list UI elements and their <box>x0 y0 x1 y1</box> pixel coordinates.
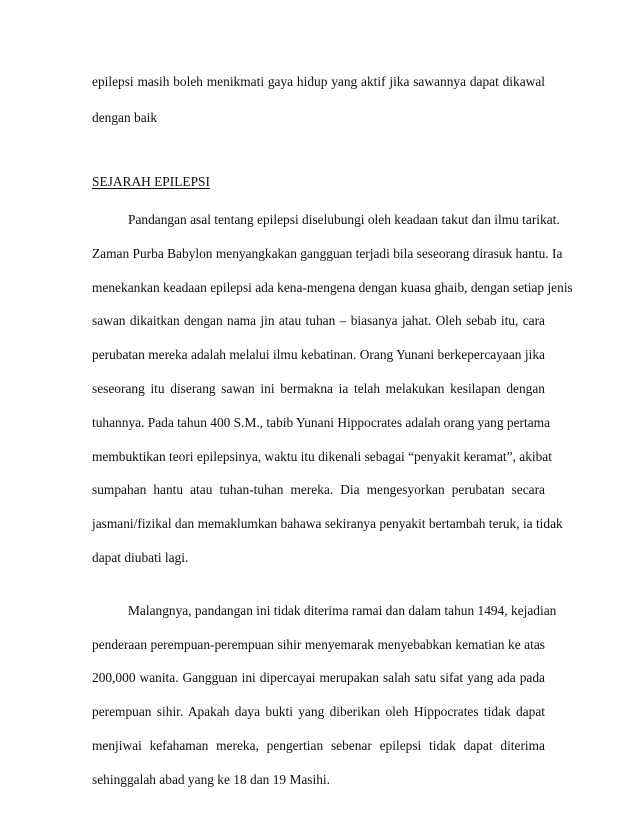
paragraph-line: jasmani/fizikal dan memaklumkan bahawa sekiranya penyakit bertambah teruk, ia tidak <box>92 516 563 531</box>
paragraph-line: seseorang itu diserang sawan ini bermakna ia telah melakukan kesilapan dengan <box>92 381 545 396</box>
paragraph-line: penderaan perempuan-perempuan sihir menyemarak menyebabkan kematian ke atas <box>92 637 545 652</box>
paragraph-line: Pandangan asal tentang epilepsi diselubungi oleh keadaan takut dan ilmu tarikat. <box>128 212 560 227</box>
paragraph-line: sawan dikaitkan dengan nama jin atau tuhan – biasanya jahat. Oleh sebab itu, cara <box>92 313 545 328</box>
paragraph-line: dengan baik <box>92 110 158 125</box>
paragraph-line: membuktikan teori epilepsinya, waktu itu dikenali sebagai “penyakit keramat”, akibat <box>92 449 552 464</box>
section-heading: SEJARAH EPILEPSI <box>92 174 210 189</box>
paragraph-line: perempuan sihir. Apakah daya bukti yang diberikan oleh Hippocrates tidak dapat <box>92 704 545 719</box>
paragraph-line: Malangnya, pandangan ini tidak diterima ramai dan dalam tahun 1494, kejadian <box>128 603 557 618</box>
paragraph-line: dapat diubati lagi. <box>92 550 189 565</box>
paragraph-line: sumpahan hantu atau tuhan-tuhan mereka. Dia mengesyorkan perubatan secara <box>92 482 545 497</box>
paragraph-line: tuhannya. Pada tahun 400 S.M., tabib Yunani Hippocrates adalah orang yang pertama <box>92 415 551 430</box>
paragraph-line: sehinggalah abad yang ke 18 dan 19 Masihi. <box>92 772 330 787</box>
paragraph-line: Zaman Purba Babylon menyangkakan gangguan terjadi bila seseorang dirasuk hantu. Ia <box>92 246 563 261</box>
paragraph-line: menekankan keadaan epilepsi ada kena-mengena dengan kuasa ghaib, dengan setiap jenis <box>92 280 573 295</box>
paragraph-line: menjiwai kefahaman mereka, pengertian sebenar epilepsi tidak dapat diterima <box>92 738 545 753</box>
paragraph-line: 200,000 wanita. Gangguan ini dipercayai merupakan salah satu sifat yang ada pada <box>92 670 545 685</box>
paragraph-line: epilepsi masih boleh menikmati gaya hidup yang aktif jika sawannya dapat dikawal <box>92 74 545 89</box>
paragraph-line: perubatan mereka adalah melalui ilmu kebatinan. Orang Yunani berkepercayaan jika <box>92 347 545 362</box>
